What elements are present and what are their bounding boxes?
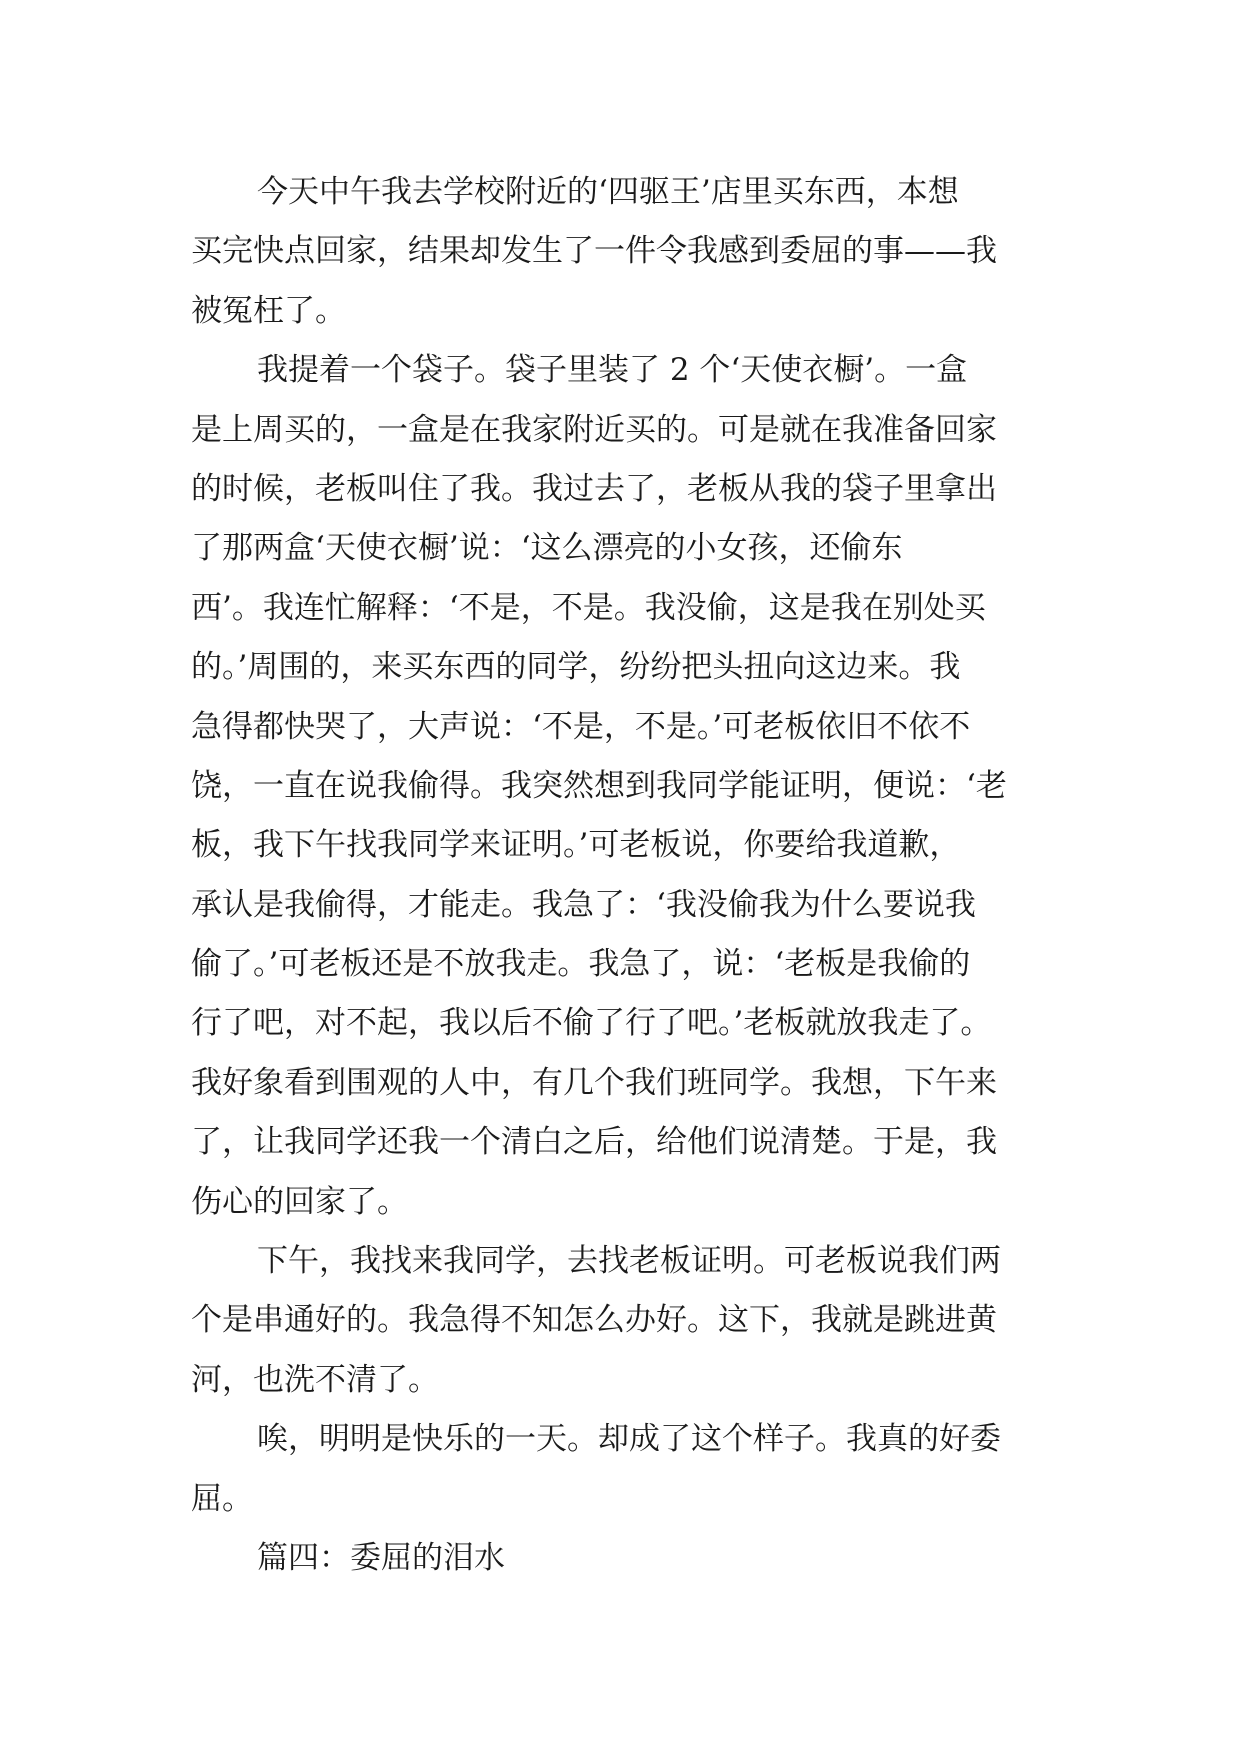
text-line: 的时候，老板叫住了我。我过去了，老板从我的袋子里拿出 — [191, 470, 997, 507]
text-line: 行了吧，对不起，我以后不偷了行了吧。’老板就放我走了。 — [191, 1005, 992, 1042]
text-line: 伤心的回家了。 — [191, 1183, 408, 1220]
section-heading: 篇四：委屈的泪水 — [257, 1539, 505, 1576]
text-line: 的。’周围的，来买东西的同学，纷纷把头扭向这边来。我 — [191, 649, 961, 686]
text-line: 河，也洗不清了。 — [191, 1361, 439, 1398]
document-body — [191, 163, 1051, 1588]
text-line: 板，我下午找我同学来证明。’可老板说，你要给我道歉， — [191, 827, 961, 864]
text-line: 我好象看到围观的人中，有几个我们班同学。我想，下午来 — [191, 1064, 997, 1101]
text-line: 个是串通好的。我急得不知怎么办好。这下，我就是跳进黄 — [191, 1302, 997, 1339]
text-line: 是上周买的，一盒是在我家附近买的。可是就在我准备回家 — [191, 411, 997, 448]
text-line: 急得都快哭了，大声说：‘不是，不是。’可老板依旧不依不 — [191, 708, 971, 745]
text-line: 饶，一直在说我偷得。我突然想到我同学能证明，便说：‘老 — [191, 767, 1007, 804]
text-line: 买完快点回家，结果却发生了一件令我感到委屈的事——我 — [191, 233, 997, 270]
text-line: 西’。我连忙解释：‘不是，不是。我没偷，这是我在别处买 — [191, 589, 986, 626]
text-line: 被冤枉了。 — [191, 292, 346, 329]
text-line: 承认是我偷得，才能走。我急了：‘我没偷我为什么要说我 — [191, 886, 976, 923]
text-line: 了那两盒‘天使衣橱’说：‘这么漂亮的小女孩，还偷东 — [191, 530, 903, 567]
text-line: 了，让我同学还我一个清白之后，给他们说清楚。于是，我 — [191, 1124, 997, 1161]
text-line: 今天中午我去学校附近的‘四驱王’店里买东西，本想 — [257, 174, 959, 210]
text-line: 唉，明明是快乐的一天。却成了这个样子。我真的好委 — [257, 1421, 1001, 1458]
text-line: 屈。 — [191, 1480, 253, 1517]
text-line: 偷了。’可老板还是不放我走。我急了，说：‘老板是我偷的 — [191, 946, 971, 983]
text-line: 下午，我找来我同学，去找老板证明。可老板说我们两 — [257, 1243, 1001, 1280]
text-line: 我提着一个袋子。袋子里装了 2 个‘天使衣橱’。一盒 — [257, 352, 968, 389]
